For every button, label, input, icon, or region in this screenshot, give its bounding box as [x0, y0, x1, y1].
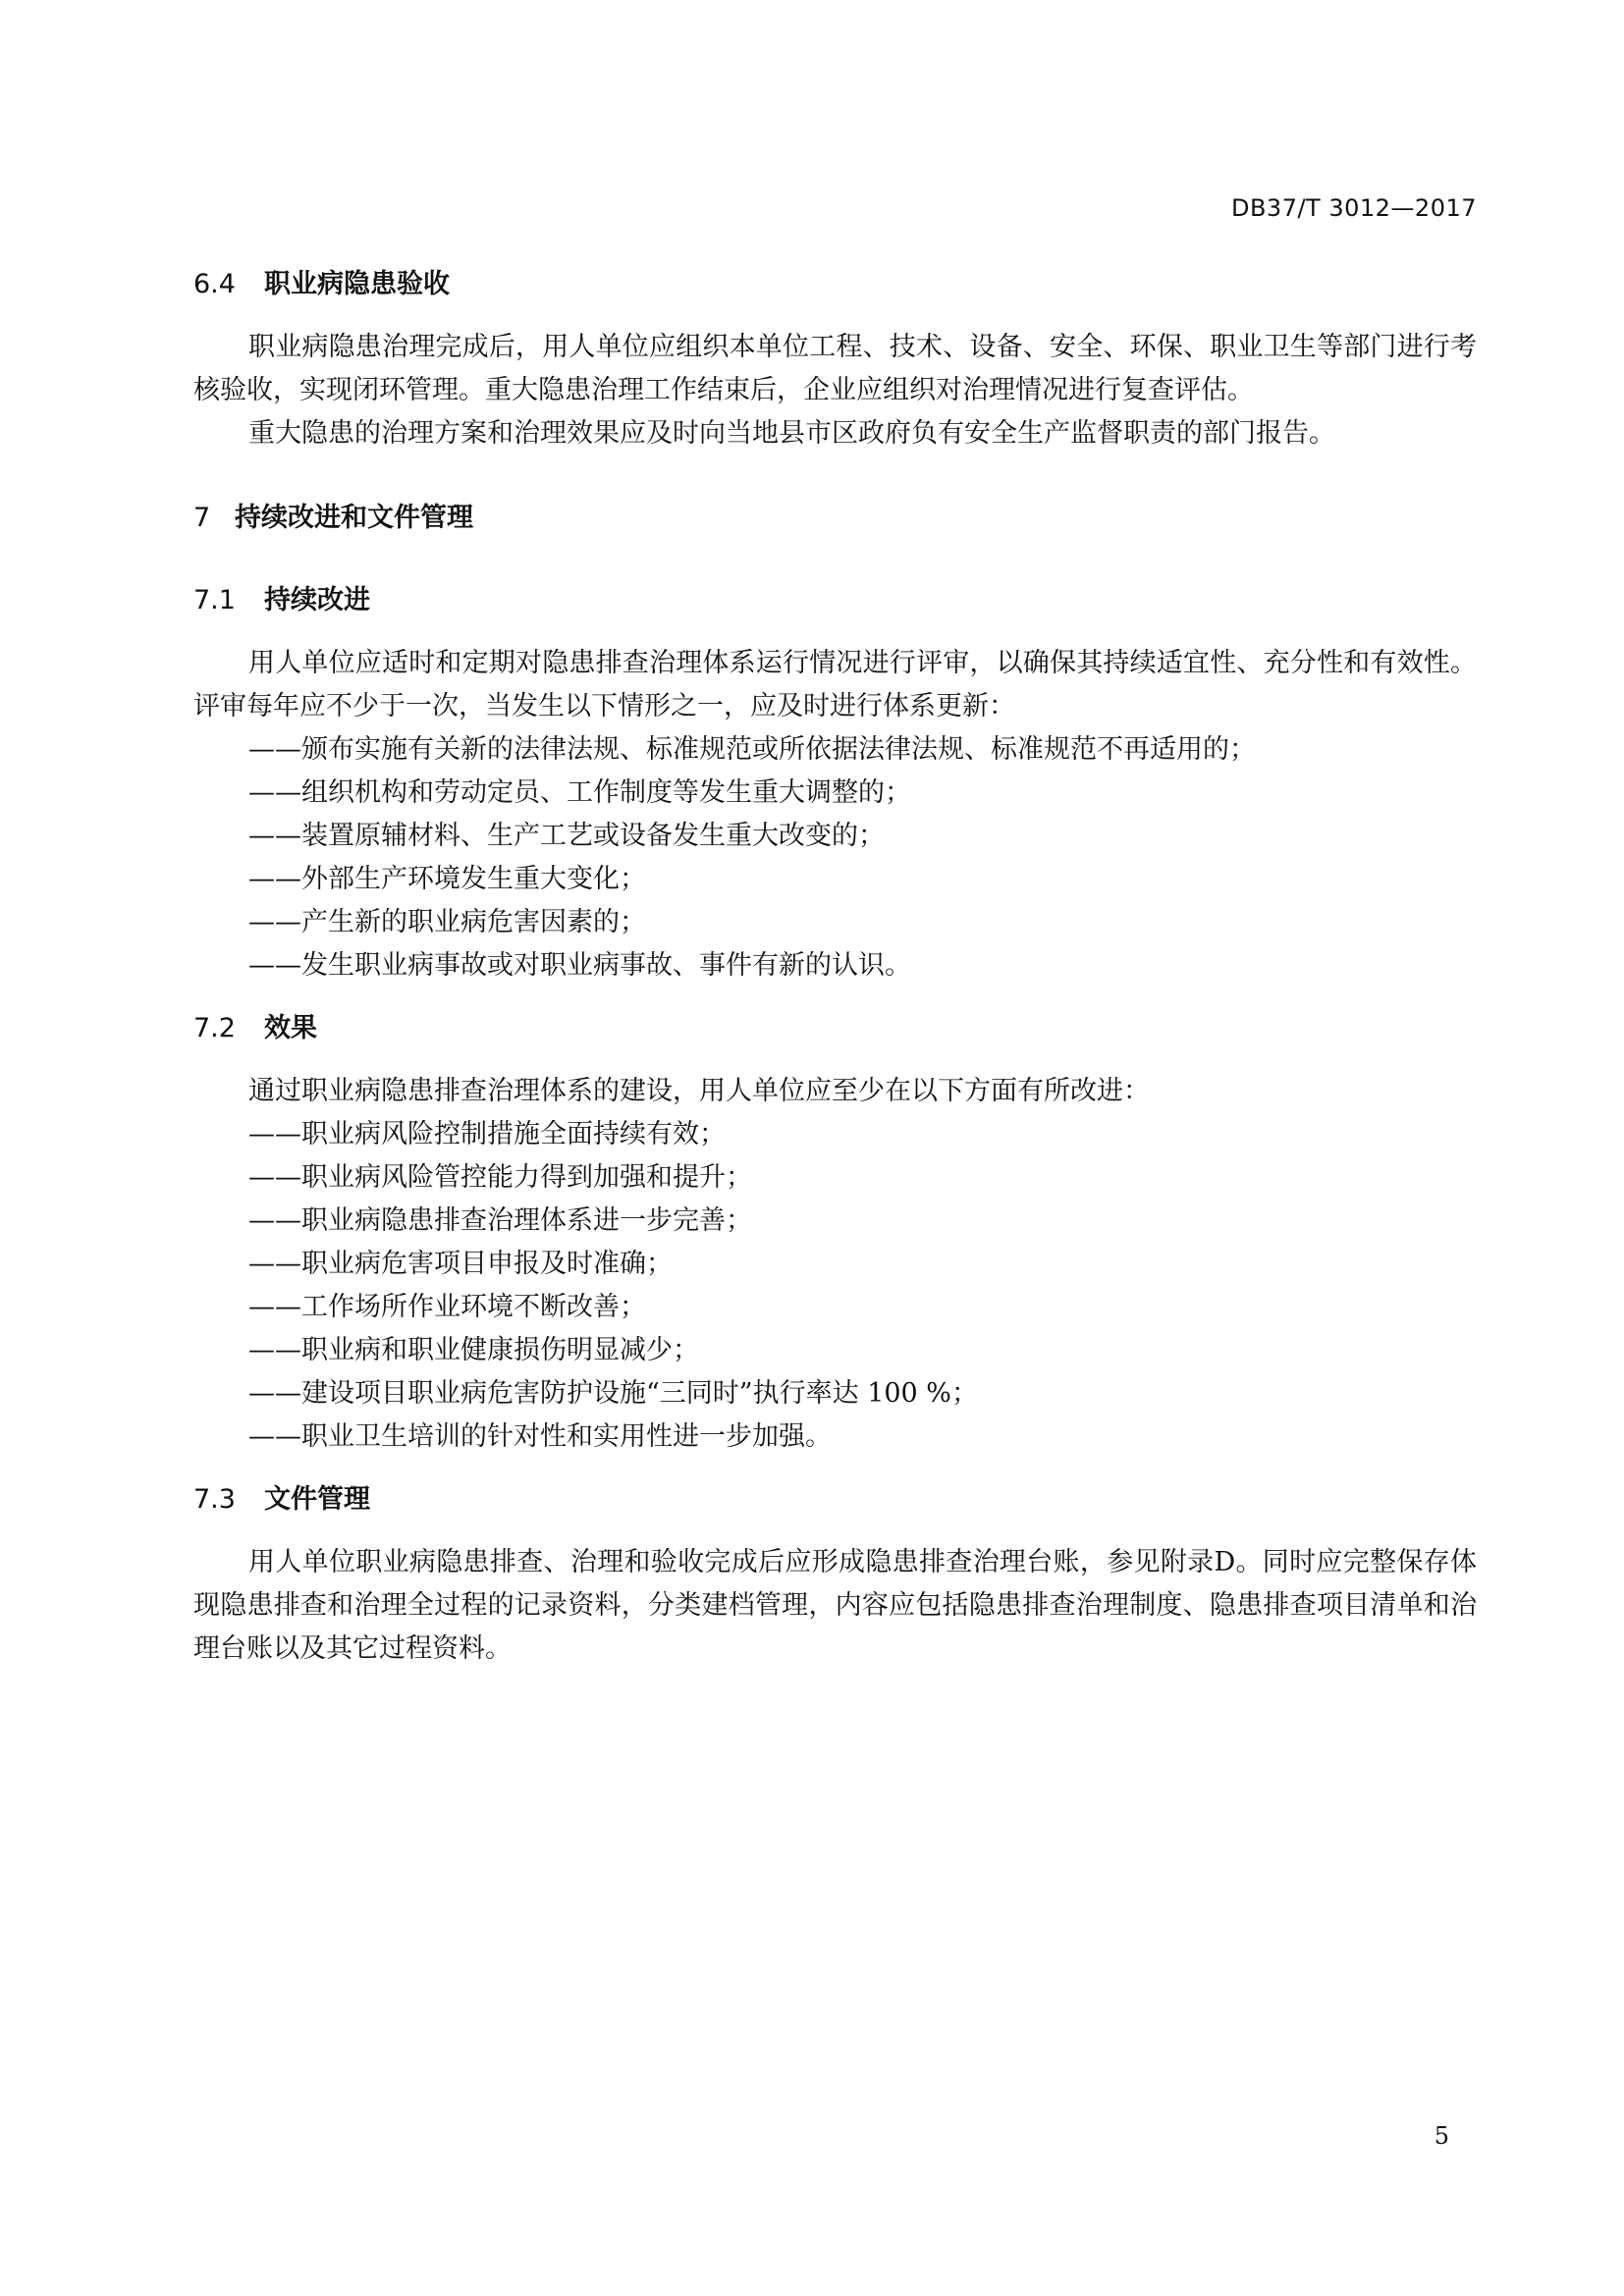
section-number: 6.4	[193, 269, 236, 299]
list-item: ——建设项目职业病危害防护设施“三同时”执行率达 100 %；	[248, 1378, 978, 1409]
section-number: 7.3	[193, 1484, 236, 1515]
page-content	[193, 265, 1477, 1671]
section-title: 职业病隐患验收	[264, 269, 450, 299]
section-title: 文件管理	[264, 1484, 370, 1515]
section-7-3-heading	[193, 1480, 1477, 1520]
section-title: 持续改进和文件管理	[235, 503, 473, 533]
section-title: 效果	[264, 1013, 317, 1043]
paragraph: 职业病隐患治理完成后，用人单位应组织本单位工程、技术、设备、安全、环保、职业卫生等部门进行考核验收，实现闭环管理。重大隐患治理工作结束后，企业应组织对治理情况进行复查评估。	[193, 332, 1477, 405]
paragraph: 用人单位职业病隐患排查、治理和验收完成后应形成隐患排查治理台账，参见附录D。同时应完整保存体现隐患排查和治理全过程的记录资料，分类建档管理，内容应包括隐患排查治理制度、隐患排查项目清单和治理台账以及其它过程资料。	[193, 1547, 1477, 1664]
list-item: ——装置原辅材料、生产工艺或设备发生重大改变的；	[248, 821, 885, 851]
list-item: ——颁布实施有关新的法律法规、标准规范或所依据法律法规、标准规范不再适用的；	[248, 734, 1256, 765]
list-item: ——职业卫生培训的针对性和实用性进一步加强。	[248, 1421, 832, 1452]
list-item: ——产生新的职业病危害因素的；	[248, 907, 646, 937]
paragraph: 用人单位应适时和定期对隐患排查治理体系运行情况进行评审，以确保其持续适宜性、充分性和有效性。评审每年应不少于一次，当发生以下情形之一，应及时进行体系更新：	[193, 648, 1477, 721]
list-item: ——职业病风险管控能力得到加强和提升；	[248, 1162, 752, 1193]
list-item: ——发生职业病事故或对职业病事故、事件有新的认识。	[248, 950, 911, 981]
list-item: ——职业病风险控制措施全面持续有效；	[248, 1119, 726, 1149]
list-item: ——外部生产环境发生重大变化；	[248, 864, 646, 894]
section-title: 持续改进	[264, 585, 370, 615]
paragraph: 通过职业病隐患排查治理体系的建设，用人单位应至少在以下方面有所改进：	[248, 1076, 1150, 1106]
section-number: 7	[193, 503, 211, 533]
list-item: ——工作场所作业环境不断改善；	[248, 1292, 646, 1322]
section-number: 7.1	[193, 585, 236, 615]
section-6-4-heading	[193, 265, 1477, 304]
list-item: ——职业病危害项目申报及时准确；	[248, 1249, 673, 1279]
section-7-heading	[193, 499, 1477, 538]
section-7-1-heading	[193, 581, 1477, 620]
paragraph: 重大隐患的治理方案和治理效果应及时向当地县市区政府负有安全生产监督职责的部门报告。	[248, 418, 1335, 449]
list-item: ——职业病和职业健康损伤明显减少；	[248, 1335, 699, 1365]
section-7-2-heading	[193, 1009, 1477, 1048]
list-item: ——组织机构和劳动定员、工作制度等发生重大调整的；	[248, 777, 911, 808]
section-number: 7.2	[193, 1013, 236, 1043]
list-item: ——职业病隐患排查治理体系进一步完善；	[248, 1205, 752, 1236]
page-number: 5	[1434, 2122, 1449, 2150]
standard-code: DB37/T 3012—2017	[1230, 194, 1477, 222]
